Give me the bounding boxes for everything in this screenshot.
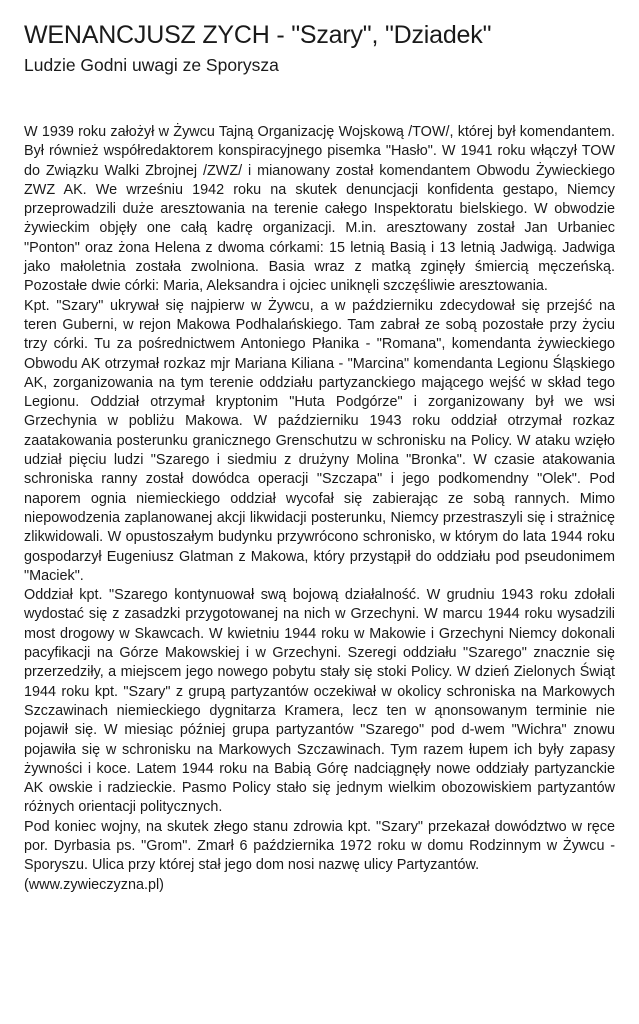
source-note: (www.zywieczyzna.pl) [24, 876, 164, 893]
paragraph-1: W 1939 roku założył w Żywcu Tajną Organizację Wojskową /TOW/, której był komendantem. Był również współredaktorem konspiracyjnego pisemka "Hasło". W 1941 roku włączył TOW do Związku Walki Zbrojnej /ZWZ/ i mianowany został komendantem Obwodu Żywieckiego ZWZ AK. We wrześniu 1942 roku na skutek denuncjacji konfidenta gestapo, Niemcy przeprowadzili duże aresztowania na terenie całego Inspektoratu bielskiego. W obwodzie żywieckim objęły one całą kadrę organizacji. M.in. aresztowany został Jan Urbaniec "Ponton" oraz żona Helena z dwoma córkami: 15 letnią Basią i 13 letnią Jadwigą. Jadwiga jako małoletnia została zwolniona. Basia wraz z matką zginęły śmiercią męczeńską. Pozostałe dwie córki: Maria, Aleksandra i ojciec uniknęli szczęśliwie aresztowania. [24, 124, 615, 295]
paragraph-3: Oddział kpt. "Szarego kontynuował swą bojową działalność. W grudniu 1943 roku zdołali wydostać się z zasadzki przygotowanej na nich w Grzechyni. W marcu 1944 roku wysadzili most drogowy w Skawcach. W kwietniu 1944 roku w Makowie i Grzechyni Niemcy dokonali pacyfikacji na Górze Makowskiej i w Grzechyni. Szeregi oddziału "Szarego" znacznie się przerzedziły, a miejscem jego nowego pobytu stały się stoki Policy. W dzień Zielonych Świąt 1944 roku kpt. "Szary" z grupą partyzantów oczekiwał w okolicy schroniska na Markowych Szczawinach niemieckiego dygnitarza Kramera, lecz ten w ąnonsowanym terminie nie pojawił się. W miesiąc później grupa partyzantów "Szarego" pod d-wem "Wichra" znowu pojawiła się w schronisku na Markowych Szczawinach. Tym razem łupem ich były zapasy żywności i koce. Latem 1944 roku na Babią Górę nadciągnęły nowe oddziały partyzanckie AK owskie i radzieckie. Pasmo Policy stało się jednym wielkim obozowiskiem partyzantów różnych orientacji politycznych. [24, 587, 615, 816]
article-body [24, 123, 615, 895]
page-subtitle: Ludzie Godni uwagi ze Sporysza [24, 55, 279, 75]
page-title: WENANCJUSZ ZYCH - "Szary", "Dziadek" [24, 21, 492, 49]
paragraph-4: Pod koniec wojny, na skutek złego stanu zdrowia kpt. "Szary" przekazał dowództwo w ręce por. Dyrbasia ps. "Grom". Zmarł 6 października 1972 roku w domu Rodzinnym w Żywcu - Sporyszu. Ulica przy której stał jego dom nosi nazwę ulicy Partyzantów. [24, 818, 615, 874]
paragraph-2: Kpt. "Szary" ukrywał się najpierw w Żywcu, a w październiku zdecydował się przejść na teren Guberni, w rejon Makowa Podhalańskiego. Tam zabrał ze sobą pozostałe przy życiu trzy córki. Tu za pośrednictwem Antoniego Płanika - "Romana", komendanta żywieckiego Obwodu AK otrzymał rozkaz mjr Mariana Kiliana - "Marcina" komendanta Legionu Śląskiego AK, zorganizowania na tym terenie oddziału partyzanckiego mającego wejść w skład tego Legionu. Oddział otrzymał kryptonim "Huta Podgórze" i zorganizowany był we wsi Grzechynia w pobliżu Makowa. W październiku 1943 roku oddział otrzymał rozkaz zaatakowania posterunku granicznego Grenschutzu w schronisku na Policy. W ataku wzięło udział pięciu ludzi "Szarego i siedmiu z drużyny Molina "Bronka". W czasie atakowania schroniska ranny został dowódca operacji "Szczapa" i jego podkomendny "Olek". Pod naporem ognia niemieckiego oddział wycofał się zabierając ze sobą rannych. Mimo niepowodzenia zaplanowanej akcji likwidacji posterunku, Niemcy przestraszyli się i strażnicę zlikwidowali. W opustoszałym budynku przywrócono schronisko, w którym do lata 1944 roku gospodarzył Eugeniusz Glatman z Makowa, który przystąpił do oddziału pod pseudonimem "Maciek". [24, 297, 615, 584]
